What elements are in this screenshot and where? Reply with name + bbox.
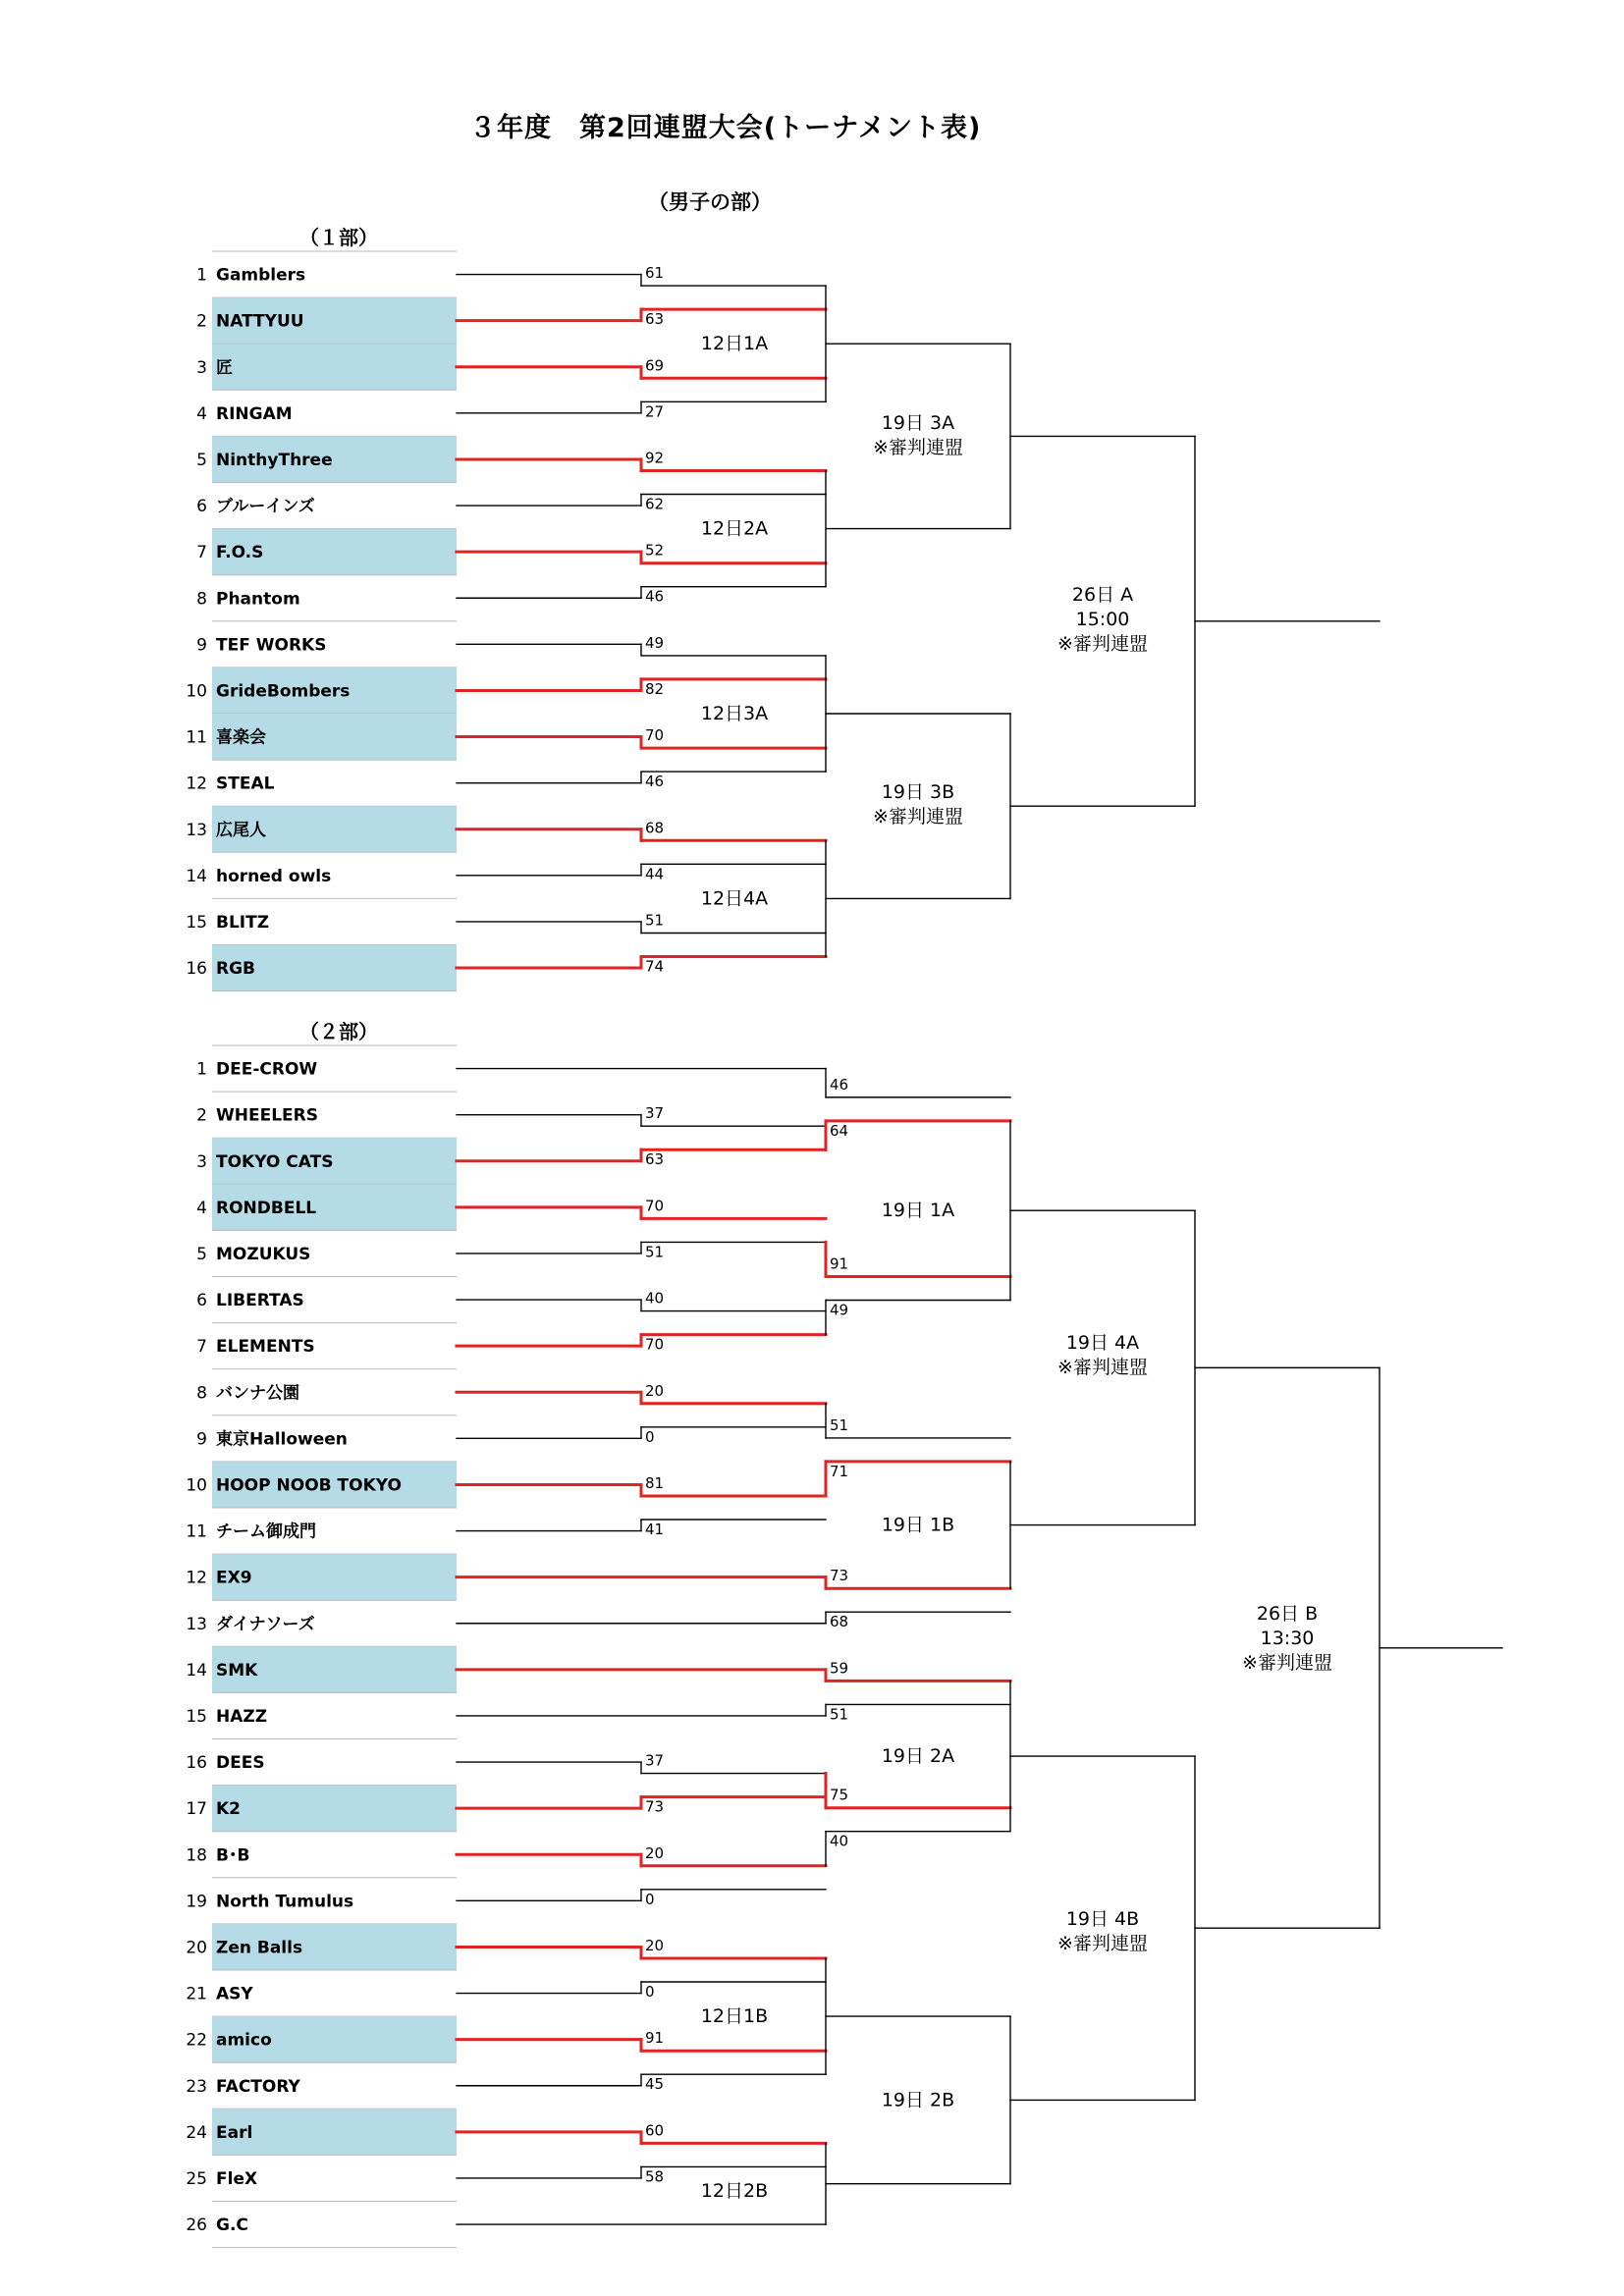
team-name: RINGAM — [216, 403, 293, 424]
match-label: 12日1B — [700, 2005, 769, 2028]
round-label: 19日 1A — [881, 1200, 955, 1222]
score: 68 — [645, 819, 665, 837]
team-number: 7 — [196, 543, 207, 563]
round-label: ※審判連盟 — [1057, 1357, 1148, 1378]
team-name: ASY — [216, 1984, 253, 2004]
team-name: 広尾人 — [216, 820, 266, 840]
team-number: 5 — [196, 450, 207, 470]
team-number: 8 — [196, 589, 207, 610]
team-name: NATTYUU — [216, 311, 304, 332]
team-number: 9 — [196, 635, 207, 656]
team-name: FleX — [216, 2168, 258, 2189]
team-number: 24 — [186, 2122, 207, 2143]
team-number: 6 — [196, 1291, 207, 1311]
team-name: North Tumulus — [216, 1892, 354, 1912]
score: 70 — [645, 1335, 665, 1354]
round-label: 26日 A — [1071, 584, 1134, 606]
team-name: TOKYO CATS — [216, 1151, 334, 1172]
page-subtitle: （男子の部） — [648, 190, 772, 214]
team-number: 13 — [186, 1614, 207, 1634]
round-label: 19日 3A — [881, 412, 955, 434]
team-name: バンナ公園 — [216, 1383, 299, 1404]
score: 92 — [645, 449, 665, 467]
team-number: 7 — [196, 1337, 207, 1358]
score: 51 — [830, 1415, 849, 1434]
team-name: FACTORY — [216, 2076, 300, 2097]
score: 37 — [645, 1104, 665, 1123]
team-name: GrideBombers — [216, 681, 351, 702]
round-label: 19日 2B — [881, 2089, 955, 2111]
team-number: 22 — [186, 2030, 207, 2051]
round-label: ※審判連盟 — [873, 437, 963, 458]
team-name: amico — [216, 2030, 272, 2051]
score: 49 — [830, 1301, 849, 1319]
team-number: 4 — [196, 403, 207, 424]
team-number: 12 — [186, 1568, 207, 1588]
team-name: 喜楽会 — [216, 727, 266, 748]
team-name: RONDBELL — [216, 1198, 317, 1218]
team-name: HOOP NOOB TOKYO — [216, 1475, 402, 1496]
team-number: 2 — [196, 1105, 207, 1126]
score: 81 — [645, 1474, 665, 1492]
round-label: 19日 3B — [881, 781, 955, 803]
team-number: 26 — [186, 2216, 207, 2236]
score: 62 — [645, 495, 665, 513]
round-label: ※審判連盟 — [873, 806, 963, 828]
score: 37 — [645, 1751, 665, 1770]
score: 69 — [645, 356, 665, 375]
team-name: Zen Balls — [216, 1938, 303, 1958]
round-label: 19日 4A — [1065, 1332, 1140, 1354]
team-name: HAZZ — [216, 1706, 268, 1727]
round-label: ※審判連盟 — [1057, 633, 1148, 655]
team-number: 20 — [186, 1938, 207, 1958]
team-number: 1 — [196, 265, 207, 286]
round-label: 13:30 — [1260, 1628, 1315, 1649]
score: 0 — [645, 1890, 655, 1908]
round-label: 19日 2A — [881, 1745, 955, 1768]
round-label: 19日 1B — [881, 1514, 955, 1536]
team-number: 3 — [196, 1151, 207, 1172]
team-name: 匠 — [216, 357, 233, 378]
score: 27 — [645, 402, 665, 421]
team-number: 16 — [186, 1753, 207, 1774]
score: 60 — [645, 2121, 665, 2140]
score: 46 — [645, 587, 665, 606]
round-label: 26日 B — [1256, 1603, 1319, 1625]
team-number: 19 — [186, 1892, 207, 1912]
team-number: 23 — [186, 2076, 207, 2097]
team-number: 18 — [186, 1845, 207, 1866]
team-number: 1 — [196, 1059, 207, 1080]
team-name: ELEMENTS — [216, 1337, 315, 1358]
score: 61 — [645, 264, 665, 283]
score: 73 — [645, 1797, 665, 1816]
score: 70 — [645, 1197, 665, 1215]
team-number: 12 — [186, 774, 207, 794]
round-label: ※審判連盟 — [1057, 1933, 1148, 1954]
team-number: 21 — [186, 1984, 207, 2004]
team-number: 16 — [186, 959, 207, 980]
team-name: MOZUKUS — [216, 1244, 311, 1264]
team-name: G.C — [216, 2216, 248, 2236]
score: 49 — [645, 633, 665, 652]
team-number: 14 — [186, 1660, 207, 1681]
team-name: DEES — [216, 1753, 265, 1774]
team-name: チーム御成門 — [216, 1522, 316, 1542]
team-number: 25 — [186, 2168, 207, 2189]
round-label: 19日 4B — [1065, 1908, 1140, 1930]
team-name: Earl — [216, 2122, 253, 2143]
score: 41 — [645, 1521, 665, 1538]
team-name: K2 — [216, 1799, 242, 1820]
team-name: 東京Halloween — [216, 1429, 348, 1450]
score: 58 — [645, 2167, 665, 2186]
team-name: Gamblers — [216, 265, 306, 286]
match-label: 12日2A — [700, 517, 769, 540]
score: 20 — [645, 1937, 665, 1954]
team-name: DEE-CROW — [216, 1059, 318, 1080]
score: 63 — [645, 310, 665, 329]
team-name: F.O.S — [216, 543, 264, 563]
score: 40 — [645, 1289, 665, 1308]
team-name: B･B — [216, 1845, 250, 1866]
team-highlight — [212, 344, 457, 390]
team-number: 9 — [196, 1429, 207, 1450]
score: 71 — [830, 1462, 849, 1480]
score: 68 — [830, 1613, 849, 1631]
team-name: NinthyThree — [216, 450, 333, 470]
team-name: STEAL — [216, 774, 275, 794]
team-name: EX9 — [216, 1568, 252, 1588]
team-name: RGB — [216, 959, 256, 980]
team-name: LIBERTAS — [216, 1291, 304, 1311]
team-number: 2 — [196, 311, 207, 332]
score: 73 — [830, 1567, 849, 1585]
match-label: 12日4A — [700, 887, 769, 910]
score: 0 — [645, 1427, 655, 1446]
team-highlight — [212, 1786, 457, 1832]
score: 44 — [645, 865, 665, 883]
team-number: 5 — [196, 1244, 207, 1264]
team-number: 8 — [196, 1383, 207, 1404]
team-number: 10 — [186, 681, 207, 702]
team-name: ブルーインズ — [216, 497, 315, 517]
score: 64 — [830, 1121, 849, 1140]
score: 0 — [645, 1983, 655, 2001]
team-number: 3 — [196, 357, 207, 378]
score: 91 — [830, 1255, 849, 1273]
team-name: ダイナソーズ — [216, 1614, 315, 1634]
team-name: BLITZ — [216, 912, 270, 933]
team-number: 11 — [186, 727, 207, 748]
team-number: 6 — [196, 497, 207, 517]
division1-label: （１部） — [299, 226, 378, 249]
division2-label: （２部） — [299, 1020, 378, 1043]
score: 20 — [645, 1381, 665, 1400]
team-name: WHEELERS — [216, 1105, 318, 1126]
score: 45 — [645, 2075, 665, 2094]
team-number: 14 — [186, 866, 207, 886]
page-title: ３年度 第2回連盟大会(トーナメント表) — [469, 113, 982, 143]
score: 46 — [830, 1075, 849, 1094]
team-number: 13 — [186, 820, 207, 840]
team-number: 17 — [186, 1799, 207, 1820]
score: 51 — [830, 1705, 849, 1724]
team-name: TEF WORKS — [216, 635, 327, 656]
score: 20 — [645, 1843, 665, 1862]
score: 40 — [830, 1832, 849, 1850]
score: 51 — [645, 911, 665, 930]
team-number: 15 — [186, 1706, 207, 1727]
score: 75 — [830, 1786, 849, 1804]
round-label: ※審判連盟 — [1242, 1652, 1332, 1674]
team-number: 4 — [196, 1198, 207, 1218]
score: 70 — [645, 726, 665, 745]
team-name: Phantom — [216, 589, 300, 610]
team-name: horned owls — [216, 866, 332, 886]
match-label: 12日1A — [700, 333, 769, 355]
round-label: 15:00 — [1075, 609, 1130, 630]
score: 46 — [645, 773, 665, 791]
team-number: 11 — [186, 1522, 207, 1542]
score: 59 — [830, 1659, 849, 1678]
team-number: 15 — [186, 912, 207, 933]
team-name: SMK — [216, 1660, 258, 1681]
score: 82 — [645, 679, 665, 698]
match-label: 12日2B — [700, 2180, 769, 2203]
team-number: 10 — [186, 1475, 207, 1496]
score: 51 — [645, 1243, 665, 1261]
score: 52 — [645, 541, 665, 560]
match-label: 12日3A — [700, 703, 769, 724]
score: 91 — [645, 2029, 665, 2048]
score: 74 — [645, 957, 665, 976]
score: 63 — [645, 1150, 665, 1169]
